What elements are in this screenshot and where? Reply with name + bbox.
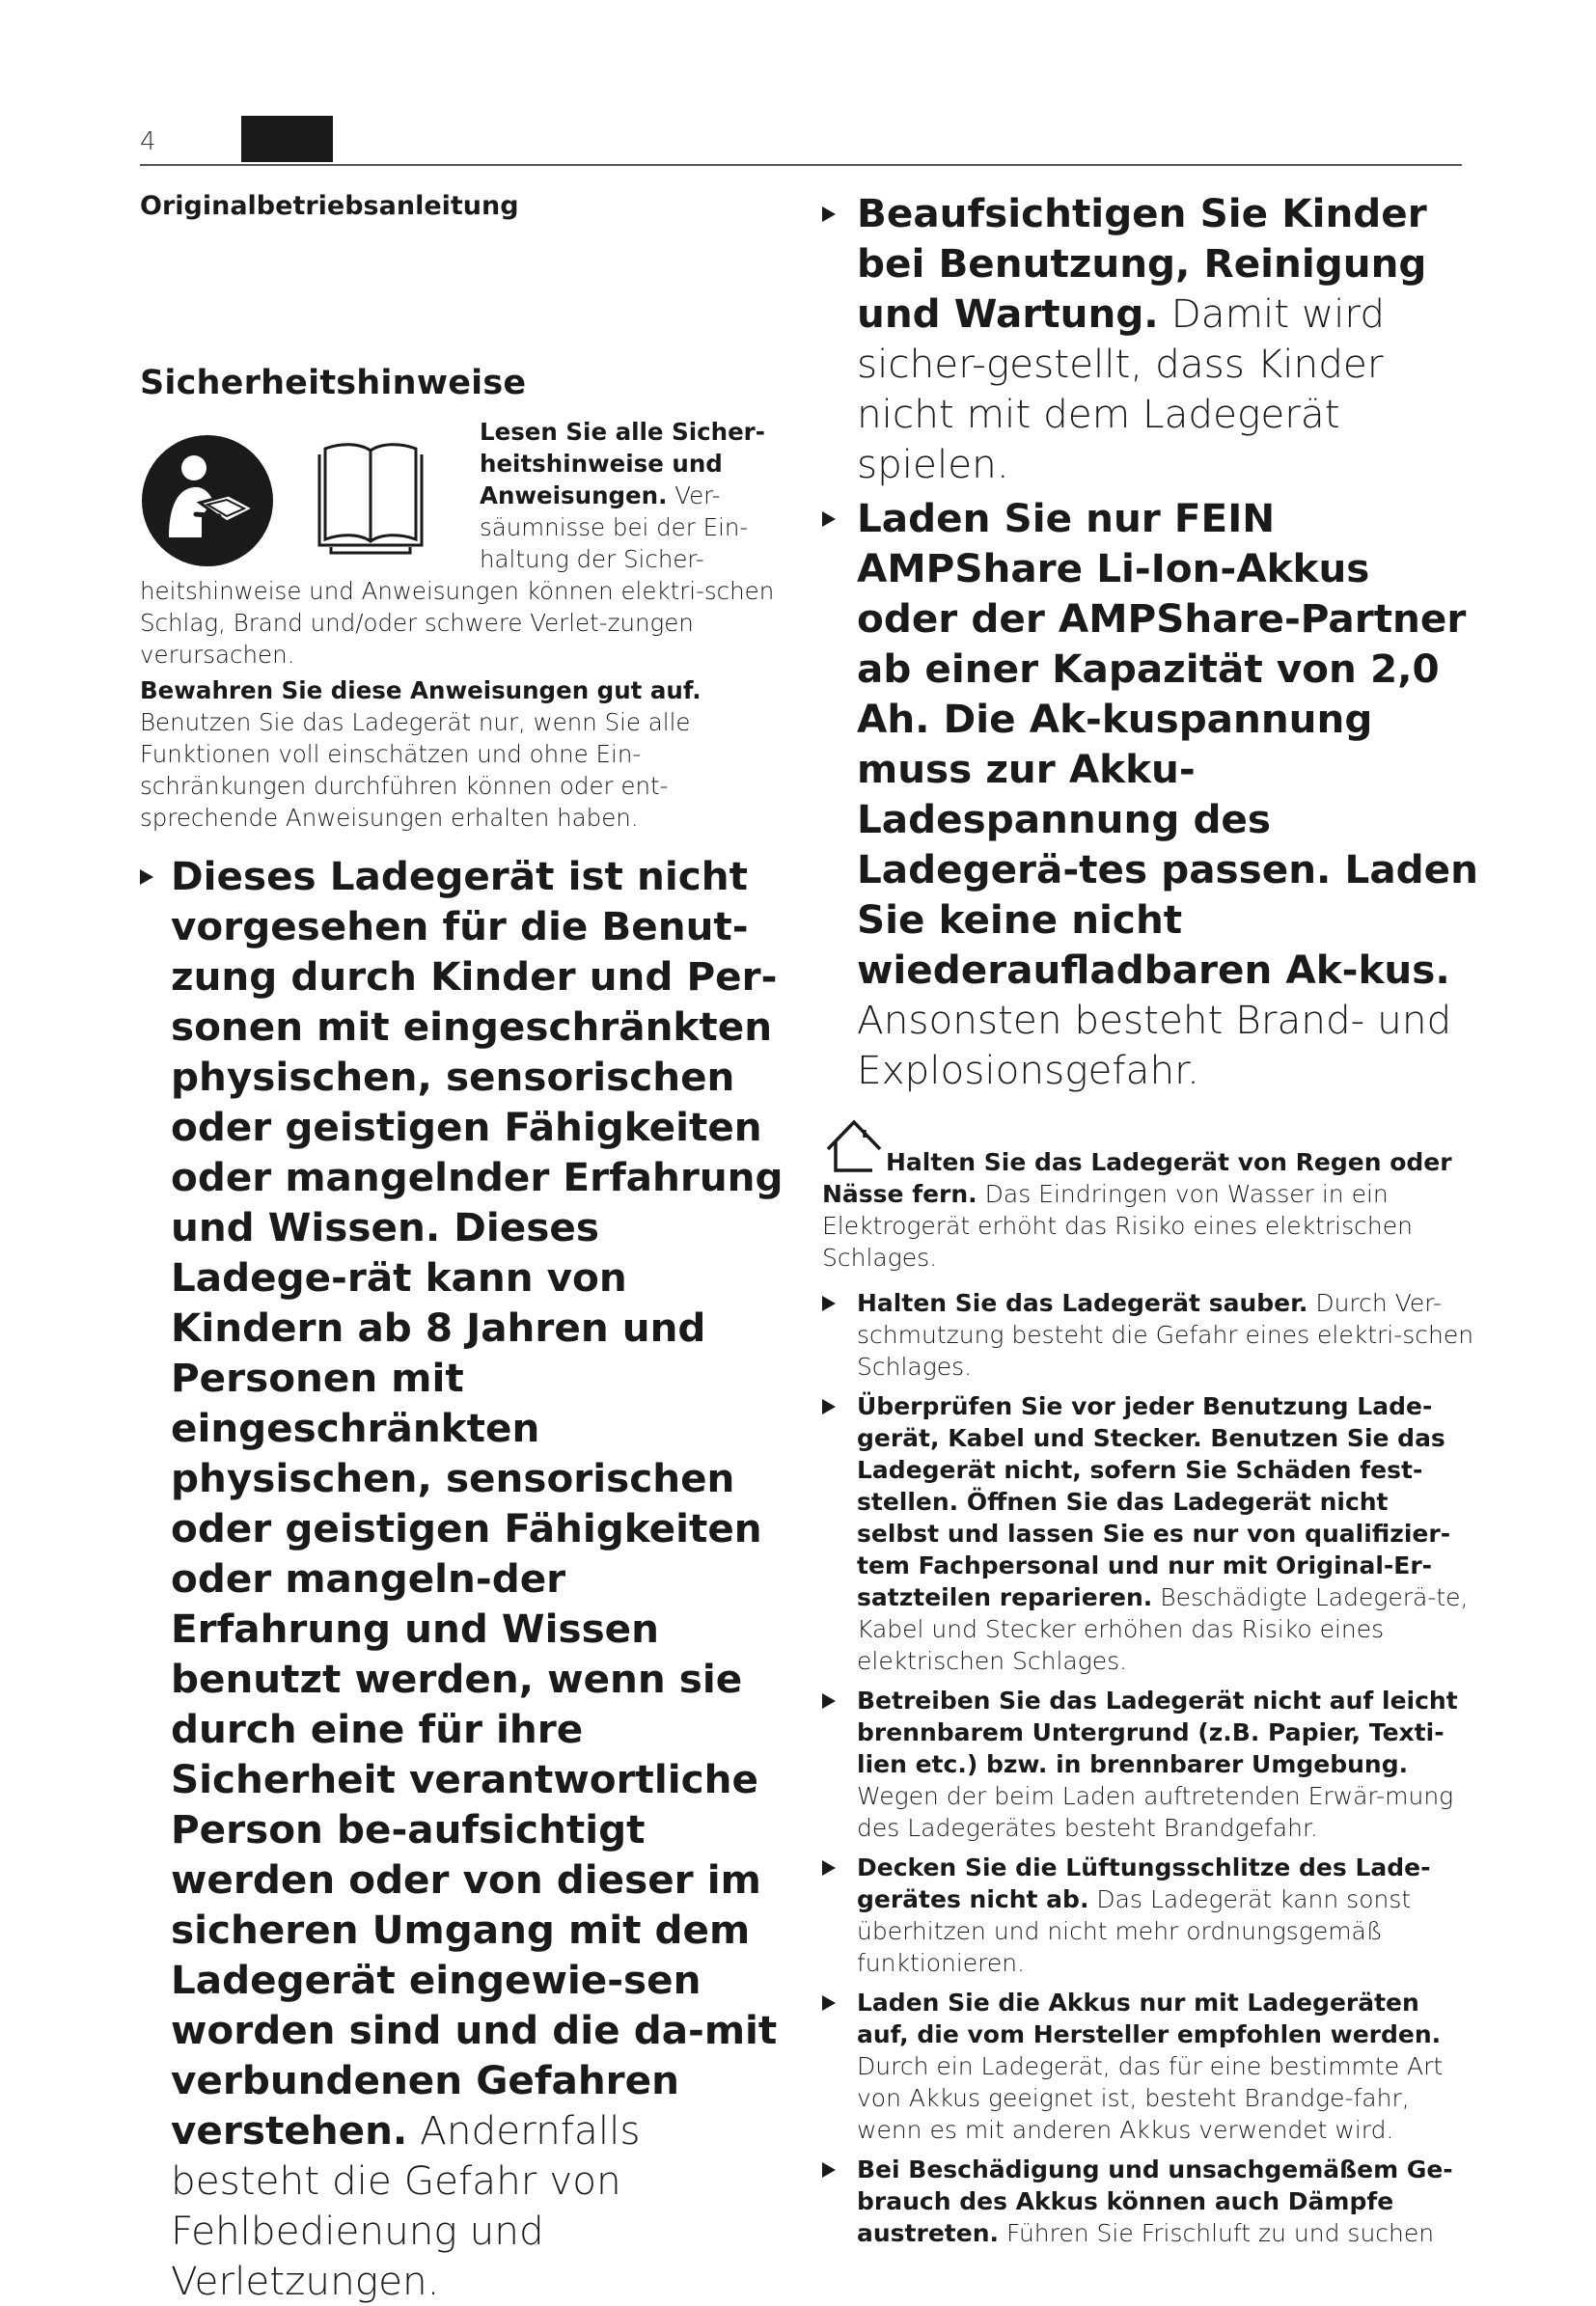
intro-block (140, 416, 786, 671)
supervise-children-bold: Beaufsichtigen Sie Kinder bei Benutzung, Reinigung und Wartung. (857, 190, 1427, 337)
rain-paragraph (822, 1116, 1478, 1274)
flammable-rest: Wegen der beim Laden auftretenden Erwär-mung des Ladegerätes besteht Brandgefahr. (857, 1782, 1454, 1842)
clean-bold: Halten Sie das Ladegerät sauber. (857, 1289, 1308, 1317)
recommended-chargers-bold: Laden Sie die Akkus nur mit Ladegeräten auf, die vom Hersteller empfohlen werden. (857, 1989, 1442, 2048)
children-warning-bullet (140, 851, 786, 2306)
triangle-bullet-icon (822, 206, 836, 222)
clean-bullet (822, 1287, 1478, 1383)
triangle-bullet-icon (140, 869, 153, 885)
recommended-chargers-rest: Durch ein Ladegerät, das für eine bestimmte Art von Akkus geeignet ist, besteht Brandge-fahr, wenn es mit anderen Akkus verwendet wird. (857, 2052, 1444, 2144)
document-label: Originalbetriebsanleitung (140, 191, 519, 221)
battery-type-bullet (822, 493, 1478, 1095)
right-column (822, 188, 1478, 2249)
vapors-bullet (822, 2154, 1478, 2249)
left-column (140, 191, 786, 2306)
inspect-bold: Überprüfen Sie vor jeder Benutzung Lade-gerät, Kabel und Stecker. Benutzen Sie das Ladegerät nicht, sofern Sie Schäden fest-stellen. Öffnen Sie das Ladegerät nicht selbst und lassen Sie es nur von qualifizier-tem Fachpersonal und nur mit Original-Er-satzteilen reparieren. (857, 1392, 1451, 1611)
battery-type-bold: Laden Sie nur FEIN AMPShare Li-Ion-Akkus oder der AMPShare-Partner ab einer Kapazität von 2,0 Ah. Die Ak-kuspannung muss zur Akku-Ladespannung des Ladegerä-tes passen. Laden Sie keine nicht wiederaufladbaren Ak-kus. (857, 495, 1478, 993)
triangle-bullet-icon (822, 1860, 836, 1876)
page-header (140, 116, 1462, 166)
children-warning-rest: Andernfalls besteht die Gefahr von Fehlbedienung und Verletzungen. (171, 2107, 641, 2304)
keep-instructions-lead: Bewahren Sie diese Anweisungen gut auf. (140, 676, 702, 704)
indoor-house-icon (822, 1116, 886, 1176)
triangle-bullet-icon (822, 2162, 836, 2178)
intro-lead-2: heitshinweise und (480, 450, 723, 478)
intro-text: Ver-säumnisse bei der Ein-haltung der Sicher-heitshinweise und Anweisungen können elektri-schen Schlag, Brand und/oder schwere Verlet-zungen verursachen. (140, 481, 775, 669)
supervise-children-bullet (822, 188, 1478, 489)
section-title: Sicherheitshinweise (140, 364, 527, 402)
read-manual-icon (140, 433, 275, 568)
vapors-rest: Führen Sie Frischluft zu und suchen (1005, 2219, 1435, 2247)
inspect-rest: Beschädigte Ladegerä-te, Kabel und Stecker erhöhen das Risiko eines elektrischen Schlages. (857, 1583, 1469, 1675)
rain-bold: Halten Sie das Ladegerät von Regen oder Nässe fern. (822, 1148, 1452, 1208)
rain-rest: Das Eindringen von Wasser in ein Elektrogerät erhöht das Risiko eines elektrischen Schlages. (822, 1180, 1413, 1272)
supervise-children-rest: Damit wird sicher-gestellt, dass Kinder nicht mit dem Ladegerät spielen. (857, 290, 1386, 487)
battery-type-rest: Ansonsten besteht Brand- und Explosionsgefahr. (857, 997, 1452, 1093)
vents-bold: Decken Sie die Lüftungsschlitze des Lade-gerätes nicht ab. (857, 1853, 1431, 1913)
vapors-bold: Bei Beschädigung und unsachgemäßem Ge-brauch des Akkus können auch Dämpfe austreten. (857, 2155, 1453, 2247)
open-book-icon (312, 441, 429, 557)
triangle-bullet-icon (822, 511, 836, 527)
intro-lead-3: Anweisungen. (480, 481, 668, 509)
triangle-bullet-icon (822, 1296, 836, 1311)
intro-lead-1: Lesen Sie alle Sicher- (480, 418, 765, 446)
children-warning-bold: Dieses Ladegerät ist nicht vorgesehen für die Benut-zung durch Kinder und Per-sonen mit eingeschränkten physischen, sensorischen oder geistigen Fähigkeiten oder mangelnder Erfahrung und Wissen. Dieses Ladege-rät kann von Kindern ab 8 Jahren und Personen mit eingeschränkten physischen, sensorischen oder geistigen Fähigkeiten oder mangeln-der Erfahrung und Wissen benutzt werden, wenn sie durch eine für ihre Sicherheit verantwortliche Person be-aufsichtigt werden oder von dieser im sicheren Umgang mit dem Ladegerät eingewie-sen worden sind und die da-mit verbundenen Gefahren verstehen. (171, 853, 784, 2154)
clean-rest: Durch Ver-schmutzung besteht die Gefahr eines elektri-schen Schlages. (857, 1289, 1474, 1381)
triangle-bullet-icon (822, 1693, 836, 1709)
vents-rest: Das Ladegerät kann sonst überhitzen und nicht mehr ordnungsgemäß funktionieren. (857, 1885, 1412, 1977)
flammable-bullet (822, 1685, 1478, 1844)
inspect-bullet (822, 1390, 1478, 1677)
flammable-bold: Betreiben Sie das Ladegerät nicht auf leicht brennbarem Untergrund (z.B. Papier, Texti-lien etc.) bzw. in brennbarer Umgebung. (857, 1687, 1458, 1778)
page-number: 4 (140, 127, 156, 156)
header-tab-marker (241, 116, 333, 162)
triangle-bullet-icon (822, 1399, 836, 1414)
keep-instructions-paragraph (140, 674, 786, 834)
vents-bullet (822, 1852, 1478, 1979)
keep-instructions-text: Benutzen Sie das Ladegerät nur, wenn Sie alle Funktionen voll einschätzen und ohne Ein-schränkungen durchführen können oder ent-sprechende Anweisungen erhalten haben. (140, 708, 691, 832)
triangle-bullet-icon (822, 1995, 836, 2011)
recommended-chargers-bullet (822, 1987, 1478, 2146)
intro-icons (140, 424, 480, 568)
